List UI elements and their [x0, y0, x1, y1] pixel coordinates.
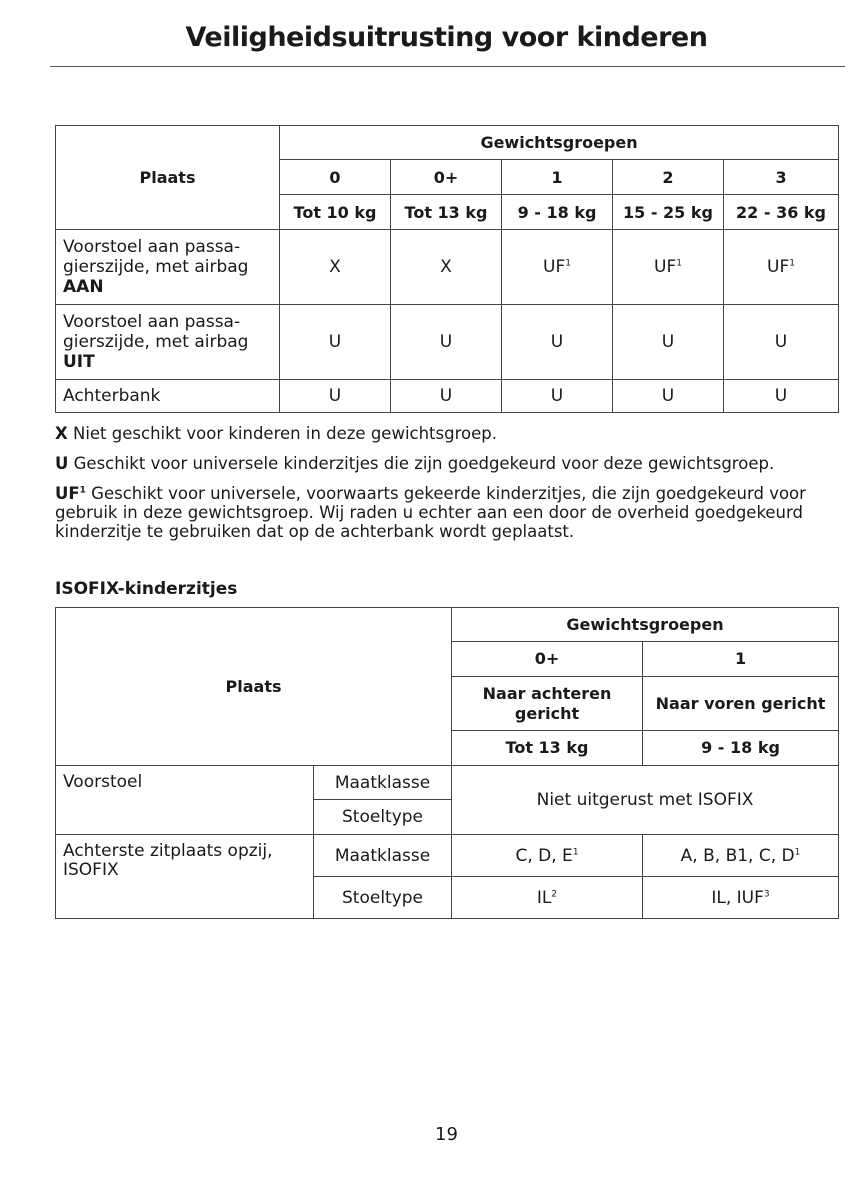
group-header: 0 — [280, 160, 391, 195]
legend-key: U — [55, 454, 69, 473]
weight-header: 9 - 18 kg — [643, 731, 839, 766]
title-divider — [50, 66, 845, 67]
place-cell: Achterste zitplaats opzij, ISOFIX — [56, 835, 314, 919]
seat-type-label: Stoeltype — [314, 800, 452, 835]
legend-key-sup: 1 — [79, 485, 86, 496]
legend-key: X — [55, 424, 68, 443]
value-cell: X — [391, 230, 502, 305]
value-cell: U — [502, 380, 613, 413]
value-cell: $IL^2$ — [452, 877, 643, 919]
airbag-state: UIT — [63, 352, 95, 372]
weight-groups-header: Gewichtsgroepen — [452, 608, 839, 642]
isofix-heading: ISOFIX-kinderzitjes — [55, 579, 238, 599]
size-class-label: Maatklasse — [314, 835, 452, 877]
place-cell — [56, 230, 280, 305]
place-cell: Voorstoel — [56, 766, 314, 835]
airbag-state: AAN — [63, 277, 104, 297]
place-text: Voorstoel aan passa- — [63, 312, 241, 332]
value-cell: IL, IUF$^3$ — [643, 877, 839, 919]
value-cell: U — [724, 305, 839, 380]
group-header: 1 — [643, 642, 839, 677]
value-cell: A, B, B1, C, $D^1$ — [643, 835, 839, 877]
table-row — [56, 305, 839, 380]
group-header: 2 — [613, 160, 724, 195]
legend-x — [55, 424, 845, 443]
value-cell: $UF^1$ — [502, 230, 613, 305]
value-cell: U — [391, 380, 502, 413]
weight-groups-header: Gewichtsgroepen — [280, 126, 839, 160]
legend-uf — [55, 484, 845, 541]
weight-header: Tot 10 kg — [280, 195, 391, 230]
weight-header: 22 - 36 kg — [724, 195, 839, 230]
place-cell: Achterbank — [56, 380, 280, 413]
weight-header: Tot 13 kg — [391, 195, 502, 230]
value-cell: X — [280, 230, 391, 305]
value-cell: U — [280, 305, 391, 380]
weight-header: Tot 13 kg — [452, 731, 643, 766]
value-cell: U — [502, 305, 613, 380]
weight-header: 9 - 18 kg — [502, 195, 613, 230]
direction-header: Naar achteren gericht — [452, 677, 643, 731]
value-cell: $UF^1$ — [724, 230, 839, 305]
place-text: Voorstoel aan passa- — [63, 237, 241, 257]
table-row — [56, 835, 839, 877]
group-header: 0+ — [391, 160, 502, 195]
table-row — [56, 380, 839, 413]
not-equipped-cell: Niet uitgerust met ISOFIX — [452, 766, 839, 835]
place-header: Plaats — [56, 126, 280, 230]
place-text: gierszijde, met airbag — [63, 257, 249, 277]
place-header: Plaats — [56, 608, 452, 766]
isofix-table — [55, 607, 839, 919]
legend-u — [55, 454, 845, 473]
value-cell: $UF^1$ — [613, 230, 724, 305]
place-text: gierszijde, met airbag — [63, 332, 249, 352]
value-cell: U — [391, 305, 502, 380]
weight-group-table — [55, 125, 839, 413]
size-class-label: Maatklasse — [314, 766, 452, 800]
legend-text: Niet geschikt voor kinderen in deze gewichtsgroep. — [67, 424, 497, 443]
page-title: Veiligheidsuitrusting voor kinderen — [185, 22, 708, 53]
legend-text: Geschikt voor universele kinderzitjes die zijn goedgekeurd voor deze gewichtsgroep. — [68, 454, 775, 473]
legend-key: UF — [55, 484, 80, 503]
table-row — [56, 766, 839, 800]
group-header: 1 — [502, 160, 613, 195]
page-number: 19 — [435, 1124, 458, 1145]
direction-header: Naar voren gericht — [643, 677, 839, 731]
value-cell: U — [724, 380, 839, 413]
value-cell: U — [613, 380, 724, 413]
value-cell: U — [280, 380, 391, 413]
table-row — [56, 230, 839, 305]
weight-header: 15 - 25 kg — [613, 195, 724, 230]
group-header: 3 — [724, 160, 839, 195]
place-cell — [56, 305, 280, 380]
group-header: 0+ — [452, 642, 643, 677]
value-cell: C, D, $E^1$ — [452, 835, 643, 877]
legend-text: Geschikt voor universele, voorwaarts gekeerde kinderzitjes, die zijn goedgekeurd voor gebruik in deze gewichtsgroep. Wij raden u echter aan een door de overheid goedgekeurd kinderzitje te gebruiken dat op de achterbank wordt geplaatst. — [55, 484, 806, 541]
seat-type-label: Stoeltype — [314, 877, 452, 919]
value-cell: U — [613, 305, 724, 380]
